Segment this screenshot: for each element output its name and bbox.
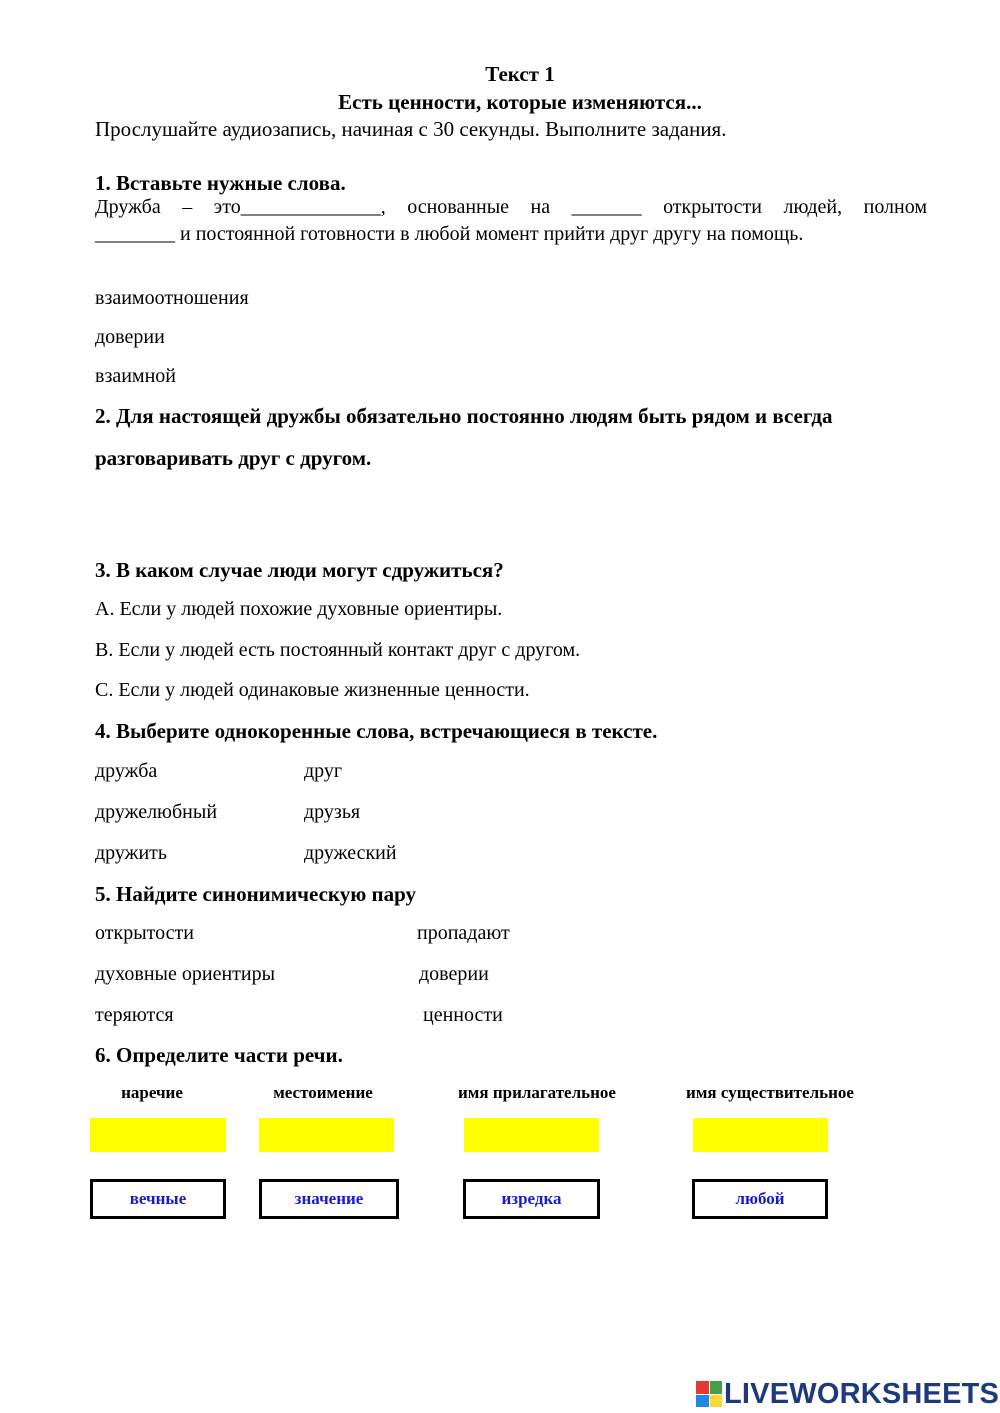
drag-card-lyuboy[interactable]: любой — [692, 1179, 828, 1219]
instruction: Прослушайте аудиозапись, начиная с 30 секунды. Выполните задания. — [95, 117, 727, 141]
q1-option[interactable]: взаимной — [95, 365, 176, 387]
liveworksheets-logo-icon — [696, 1381, 722, 1407]
drag-card-znachenie[interactable]: значение — [259, 1179, 399, 1219]
q5-right-word[interactable]: пропадают — [417, 922, 510, 944]
drop-zone-noun[interactable] — [693, 1118, 828, 1152]
category-noun-label: имя существительное — [686, 1083, 854, 1102]
q4-word[interactable]: дружить — [95, 842, 168, 864]
q4-word[interactable]: дружеский — [304, 842, 397, 864]
q3-heading: 3. В каком случае люди могут сдружиться? — [95, 558, 504, 582]
q1-sentence-line2: ________ и постоянной готовности в любой момент прийти друг другу на помощь. — [95, 223, 804, 245]
drop-zone-adjective[interactable] — [464, 1118, 599, 1152]
q5-left-word[interactable]: духовные ориентиры — [95, 963, 276, 985]
q1-sentence-line1: Дружба – это______________, основанные на _______ открытости людей, полном — [95, 196, 928, 218]
q4-heading: 4. Выберите однокоренные слова, встречающиеся в тексте. — [95, 719, 658, 743]
q5-right-word[interactable]: доверии — [419, 963, 489, 985]
q5-heading: 5. Найдите синонимическую пару — [95, 882, 417, 906]
q3-option-c[interactable]: C. Если у людей одинаковые жизненные ценности. — [95, 679, 530, 701]
q4-word[interactable]: друг — [304, 760, 343, 782]
q5-left-word[interactable]: открытости — [95, 922, 194, 944]
q3-option-a[interactable]: A. Если у людей похожие духовные ориентиры. — [95, 598, 503, 620]
category-pronoun-label: местоимение — [273, 1083, 373, 1102]
q4-word[interactable]: дружба — [95, 760, 158, 782]
q3-option-b[interactable]: B. Если у людей есть постоянный контакт друг с другом. — [95, 639, 581, 661]
drag-card-vechnye[interactable]: вечные — [90, 1179, 226, 1219]
q5-right-word[interactable]: ценности — [423, 1004, 503, 1026]
q4-word[interactable]: дружелюбный — [95, 801, 218, 823]
q2-statement-line2: разговаривать друг с другом. — [95, 446, 372, 470]
category-adjective-label: имя прилагательное — [458, 1083, 616, 1102]
q6-heading: 6. Определите части речи. — [95, 1043, 343, 1067]
page-title: Есть ценности, которые изменяются... — [338, 90, 702, 114]
logo-text: LIVEWORKSHEETS — [724, 1377, 1000, 1410]
q1-heading: 1. Вставьте нужные слова. — [95, 171, 346, 195]
drop-zone-adverb[interactable] — [90, 1118, 226, 1152]
q1-option[interactable]: доверии — [95, 326, 165, 348]
drag-card-izredka[interactable]: изредка — [463, 1179, 600, 1219]
drop-zone-pronoun[interactable] — [259, 1118, 394, 1152]
q2-statement-line1: 2. Для настоящей дружбы обязательно постоянно людям быть рядом и всегда — [95, 404, 833, 428]
q5-left-word[interactable]: теряются — [95, 1004, 174, 1026]
category-adverb-label: наречие — [121, 1083, 183, 1102]
text-number: Текст 1 — [485, 62, 555, 86]
liveworksheets-logo — [696, 1378, 999, 1410]
q4-word[interactable]: друзья — [304, 801, 361, 823]
q1-option[interactable]: взаимоотношения — [95, 287, 249, 309]
